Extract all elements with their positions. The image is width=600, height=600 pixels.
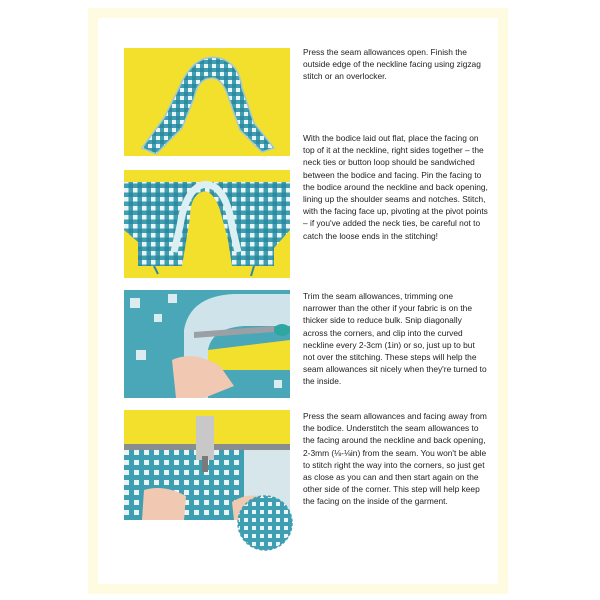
step-3-text: Trim the seam allowances, trimming one narrower than the other if your fabric is on the thicker side to reduce bulk. Snip diagonally across the corners, and clip into the curved neckline every 2-3cm (1in) or so, just up to but not over the stitching. These steps will help the seam allowances sit nicely when they're turned to the inside. xyxy=(303,291,487,387)
understitch-detail-inset xyxy=(236,494,294,552)
step-2-text: With the bodice laid out flat, place the facing on top of it at the neckline, right sides together – the neck ties or button loop should be sandwiched between the bodice and facing. Pin the facing to the bodice around the neckline and back opening, lining up the shoulder seams and notches. Stitch, with the facing face up, pivoting at the pivot points – if you've added the neck ties, be careful not to catch the loose ends in the stitching! xyxy=(303,133,488,241)
trimming-seam-allowance-photo xyxy=(124,290,290,398)
facing-pinned-to-bodice-photo xyxy=(124,170,290,278)
neckline-facing-zigzag-photo xyxy=(124,48,290,156)
step-1-text: Press the seam allowances open. Finish the outside edge of the neckline facing using zigzag stitch or an overlocker. xyxy=(303,47,481,82)
step-4-text: Press the seam allowances and facing away from the bodice. Understitch the seam allowances to the facing around the neckline and back opening, 2-3mm (⅛-⅛in) from the seam. You won't be able to stitch right the way into the corners, so just get as close as you can and then start again on the other side of the corner. This step will help keep the facing on the inside of the garment. xyxy=(303,411,487,507)
